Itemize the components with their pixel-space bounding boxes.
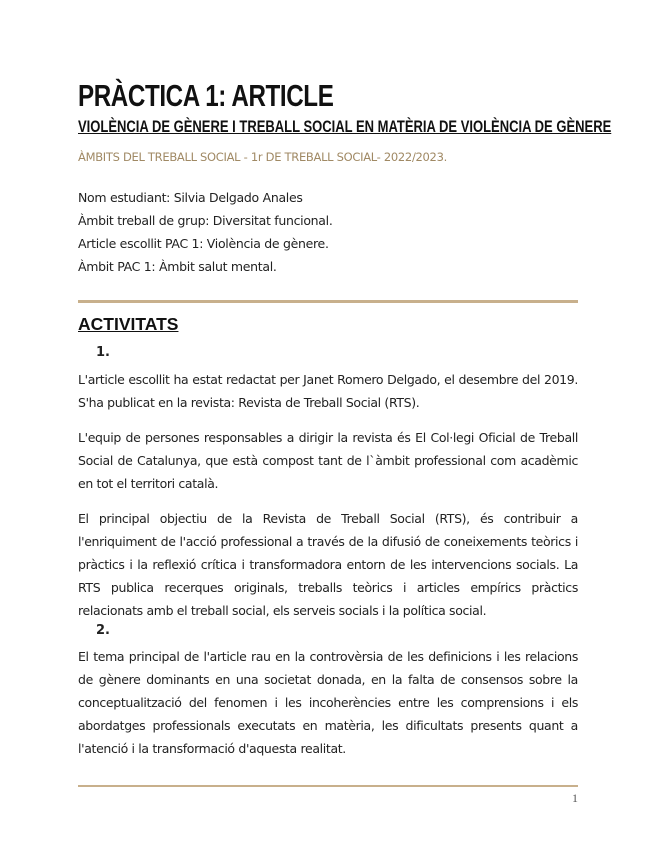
item-number-2: 2.	[96, 623, 110, 638]
paragraph-1-1: L'article escollit ha estat redactat per Janet Romero Delgado, el desembre del 2019. S'ha publicat en la revista: Revista de Treball Social (RTS).	[78, 372, 578, 410]
document-subtitle: VIOLÈNCIA DE GÈNERE I TREBALL SOCIAL EN MATÈRIA DE VIOLÈNCIA DE GÈNERE	[78, 117, 612, 136]
paragraph-2-1: El tema principal de l'article rau en la controvèrsia de les definicions i les relacions de gènere dominants en una societat donada, en la falta de consensos sobre la conceptualització del fenomen i les incoherències entre les comprensions i els abordatges professionals executats en matèria, les dificultats presents quant a l'atenció i la transformació d'aquesta realitat.	[78, 649, 578, 756]
section-heading: ACTIVITATS	[78, 314, 179, 334]
info-line-student: Nom estudiant: Silvia Delgado Anales	[78, 190, 303, 205]
info-line-article: Article escollit PAC 1: Violència de gènere.	[78, 236, 329, 251]
item-number-1: 1.	[96, 345, 110, 360]
student-info	[78, 186, 333, 278]
document-title: PRÀCTICA 1: ARTICLE	[78, 78, 334, 113]
info-line-scope: Àmbit PAC 1: Àmbit salut mental.	[78, 259, 277, 274]
info-line-group: Àmbit treball de grup: Diversitat funcional.	[78, 213, 333, 228]
page-number: 1	[572, 791, 578, 805]
paragraph-1-2: L'equip de persones responsables a dirigir la revista és El Col·legi Oficial de Treball Social de Catalunya, que està compost tant de l`àmbit professional com acadèmic en tot el territori català.	[78, 430, 578, 491]
divider-bottom	[78, 785, 578, 787]
divider-top	[78, 300, 578, 303]
paragraph-1-3: El principal objectiu de la Revista de Treball Social (RTS), és contribuir a l'enriquiment de l'acció professional a través de la difusió de coneixements teòrics i pràctics i la reflexió crítica i transformadora entorn de les intervencions socials. La RTS publica recerques originals, treballs teòrics i articles empírics pràctics relacionats amb el treball social, els serveis socials i la política social.	[78, 511, 578, 618]
course-meta: ÀMBITS DEL TREBALL SOCIAL - 1r DE TREBALL SOCIAL- 2022/2023.	[78, 150, 447, 164]
